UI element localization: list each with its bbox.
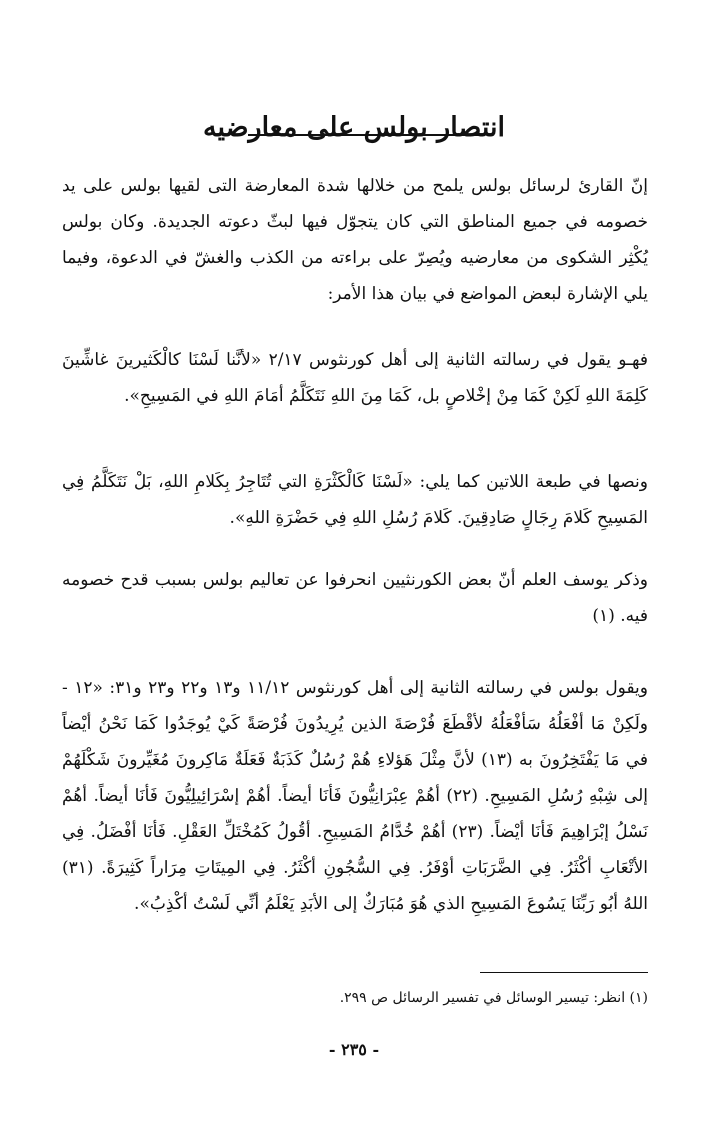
footnote: (١) انظر: تيسير الوسائل في تفسير الرسائل ص ٢٩٩.	[339, 990, 648, 1006]
title-underline	[248, 134, 484, 136]
page-title: انتصار بولس على معارضيه	[202, 112, 505, 144]
paragraph-corinthians-11: ويقول بولس في رسالته الثانية إلى أهل كورنثوس ١١/١٢ و١٣ و٢٢ و٢٣ و٣١: «١٢ - ولَكِنْ مَا أفْعَلُهُ سَأفْعَلُهُ لأقْطَعَ فُرْصَةَ الذين يُرِيدُونَ فُرْصَةً كَيْ يُوجَدُوا كَمَا نَحْنُ أيْضاً في مَا يَفْتَخِرُونَ به (١٣) لأنَّ مِثْلَ هَؤلاءِ هُمْ رُسُلٌ كَذَبَةٌ فَعَلَةٌ مَاكِرونَ مُغَيِّرونَ شَكْلَهُمْ إلى شِبْهِ رُسُلِ المَسِيحِ. (٢٢) أهُمْ عِبْرَانِيُّونَ فَأنَا أيضاً. أهُمْ إسْرَائِيلِيُّونَ فَأنَا أيضاً. أهُمْ نَسْلُ إبْرَاهِيمَ فَأنَا أيْضاً. (٢٣) أهُمْ خُدَّامُ المَسِيحِ. أقُولُ كَمُخْتَلِّ العَقْلِ. فَأنَا أفْضَلُ. فِي الأتْعَابِ أكْثَرُ. فِي الضَّرَبَاتِ أوْفَرُ. فِي السُّجُونِ أكْثَرُ. فِي المِيتَاتِ مِرَاراً كَثِيرَةً. (٣١) اللهُ أبُو رَبِّنَا يَسُوعَ المَسِيحِ الذي هُوَ مُبَارَكٌ إلى الأبَدِ يَعْلَمُ أنِّي لَسْتُ أكْذِبُ».	[62, 678, 649, 914]
page-number: - ٢٣٥ -	[328, 1040, 380, 1059]
paragraph-yusuf-alalam: وذكر يوسف العلم أنّ بعض الكورنثيين انحرفوا عن تعاليم بولس بسبب قدح خصومه فيه. (١)	[62, 570, 648, 626]
paragraph-latin-edition: ونصها في طبعة اللاتين كما يلي: «لَسْنَا كَالْكَثْرَةِ التي تُتَاجِرُ بِكَلامِ اللهِ، بَلْ نَتَكَلَّمُ فِي المَسِيحِ كَلامَ رِجَالٍ صَادِقِينَ. كَلامَ رُسُلِ اللهِ فِي حَضْرَةِ اللهِ».	[62, 472, 648, 528]
paragraph-intro: إنّ القارئ لرسائل بولس يلمح من خلالها شدة المعارضة التى لقيها بولس على يد خصومه في جميع المناطق التي كان يتجوّل فيها لبثّ دعوته الجديدة. وكان بولس يُكْثِر الشكوى من معارضيه ويُصِرّ على براءته من الكذب والغشّ في الدعوة، وفيما يلي الإشارة لبعض المواضع في بيان هذا الأمر:	[62, 176, 648, 304]
footnote-separator	[480, 972, 648, 973]
paragraph-corinthians-2-17: فهـو يقول في رسالته الثانية إلى أهل كورنثوس ٢/١٧ «لأنَّنا لَسْنَا كالْكَثيرينَ غاشِّينَ كَلِمَةَ اللهِ لَكِنْ كَمَا مِنْ إخْلاصٍ بل، كَمَا مِنَ اللهِ نَتَكَلَّمُ أمَامَ اللهِ في المَسِيحِ».	[62, 350, 648, 406]
